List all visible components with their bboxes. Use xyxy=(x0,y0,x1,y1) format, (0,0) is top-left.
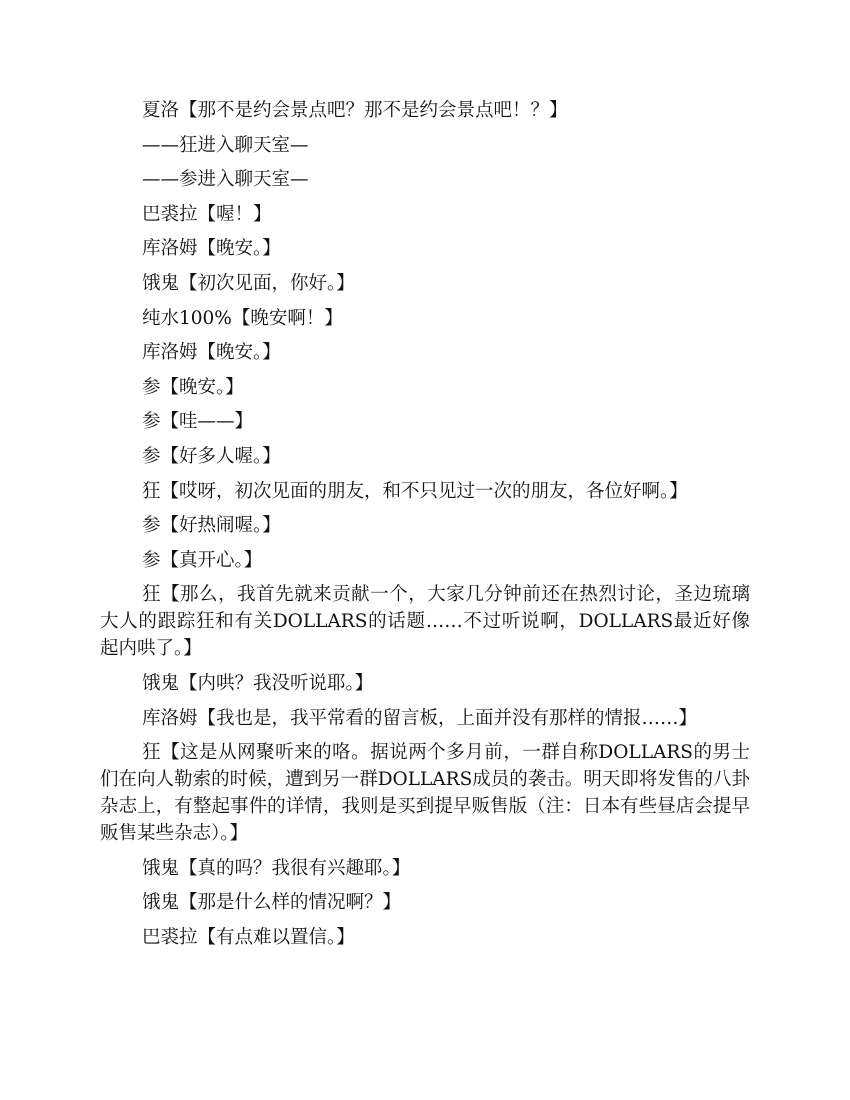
paragraph: 参【好多人喔。】 xyxy=(142,445,281,467)
paragraph: 参【晚安。】 xyxy=(142,376,244,398)
paragraph: 纯水100%【晚安啊！】 xyxy=(142,307,343,329)
paragraph: 库洛姆【晚安。】 xyxy=(142,342,281,364)
paragraph: 饿鬼【初次见面，你好。】 xyxy=(142,272,355,294)
paragraph: ——参进入聊天室— xyxy=(142,169,309,191)
paragraph: 巴裘拉【有点难以置信。】 xyxy=(142,926,355,948)
paragraph: 饿鬼【真的吗？我很有兴趣耶。】 xyxy=(142,857,411,879)
paragraph: 参【真开心。】 xyxy=(142,549,263,571)
paragraph: 狂【那么，我首先就来贡献一个，大家几分钟前还在热烈讨论，圣边琉璃大人的跟踪狂和有关DOLLARS的话题……不过听说啊，DOLLARS最近好像起内哄了。】 xyxy=(100,584,750,660)
paragraph: 库洛姆【我也是，我平常看的留言板，上面并没有那样的情报……】 xyxy=(142,707,698,729)
paragraph: 狂【哎呀，初次见面的朋友，和不只见过一次的朋友，各位好啊。】 xyxy=(142,480,688,502)
paragraph: 夏洛【那不是约会景点吧？那不是约会景点吧！？】 xyxy=(142,100,568,121)
paragraph: 巴裘拉【喔！】 xyxy=(142,203,272,225)
document-page xyxy=(100,97,750,958)
paragraph: 饿鬼【内哄？我没听说耶。】 xyxy=(142,672,374,694)
paragraph: 参【哇——】 xyxy=(142,411,254,433)
paragraph: 狂【这是从网聚听来的咯。据说两个多月前，一群自称DOLLARS的男士们在向人勒索的时候，遭到另一群DOLLARS成员的袭击。明天即将发售的八卦杂志上，有整起事件的详情，我则是买到提早贩售版（注：日本有些昼店会提早贩售某些杂志）。】 xyxy=(100,742,750,845)
paragraph: 参【好热闹喔。】 xyxy=(142,515,281,537)
paragraph: 饿鬼【那是什么样的情况啊？】 xyxy=(142,892,402,914)
paragraph: ——狂进入聊天室— xyxy=(142,134,309,156)
paragraph: 库洛姆【晚安。】 xyxy=(142,238,281,260)
